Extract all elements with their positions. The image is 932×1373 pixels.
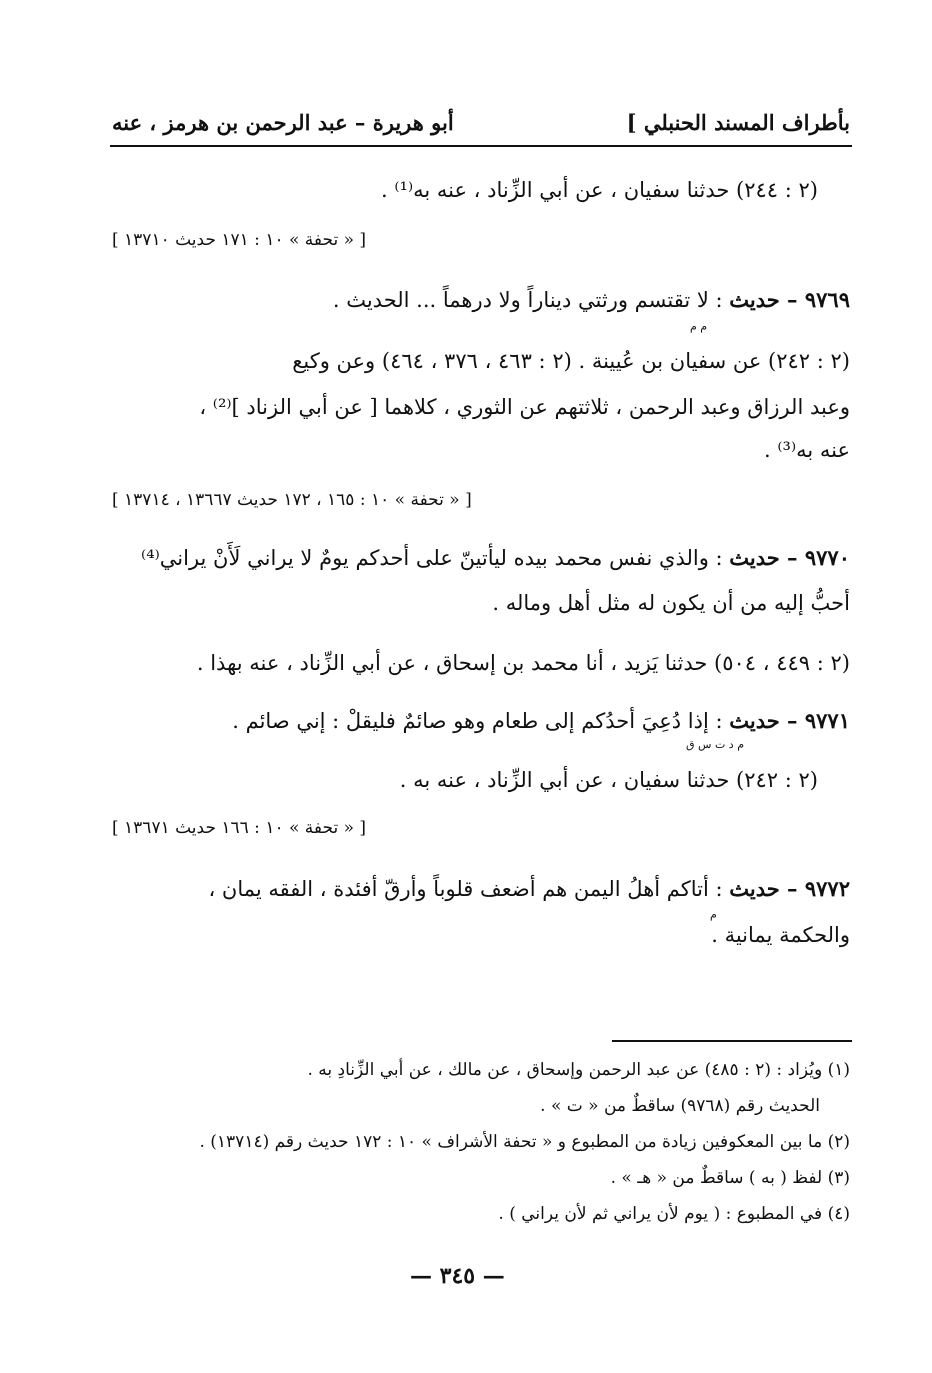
collection-signs: م د ت س ق [686, 738, 745, 751]
tuhfa-reference: [ « تحفة » ١٠ : ١٦٥ ، ١٧٢ حديث ١٣٦٦٧ ، ١٣٧١٤ ] [112, 490, 472, 510]
footnote-rule [612, 1040, 852, 1042]
running-header-left: أبو هريرة – عبد الرحمن بن هرمز ، عنه [112, 110, 454, 135]
footnote-2: (٢) ما بين المعكوفين زيادة من المطبوع و « تحفة الأشراف » ١٠ : ١٧٢ حديث رقم (١٣٧١٤) . [199, 1132, 850, 1152]
footnote-3: (٣) لفظ ( به ) ساقطٌ من « هـ » . [610, 1168, 850, 1188]
footnote-1-continued: الحديث رقم (٩٧٦٨) ساقطٌ من « ت » . [540, 1096, 820, 1116]
hadith-9770 [141, 547, 850, 569]
tuhfa-reference: [ « تحفة » ١٠ : ١٦٦ حديث ١٣٦٧١ ] [112, 818, 367, 838]
collection-signs: م [710, 908, 717, 921]
hadith-text: : إذا دُعِيَ أحدُكم إلى طعام وهو صائمٌ فليقلْ : إني صائم . [232, 709, 723, 733]
hadith-number: ٩٧٧٢ – حديث [729, 876, 850, 901]
chain-line: (٢ : ٢٤٢) حدثنا سفيان ، عن أبي الزِّناد ، عنه به . [399, 768, 818, 792]
hadith-number: ٩٧٧٠ – حديث [729, 545, 850, 570]
footnote-1: (١) ويُزاد : (٢ : ٤٨٥) عن عبد الرحمن وإسحاق ، عن مالك ، عن أبي الزِّنادِ به . [307, 1060, 850, 1080]
chain-line: وعبد الرزاق وعبد الرحمن ، ثلاثتهم عن الثوري ، كلاهما [ عن أبي الزناد ]⁽²⁾ ، [199, 395, 850, 419]
chain-line: (٢ : ٢٤٢) عن سفيان بن عُيينة . (٢ : ٤٦٣ ، ٣٧٦ ، ٤٦٤) وعن وكيع [292, 349, 850, 373]
hadith-number: ٩٧٦٩ – حديث [729, 287, 850, 312]
hadith-text-continued: والحكمة يمانية . [711, 923, 850, 947]
page-number: — ٣٤٥ — [410, 1263, 505, 1289]
running-header-right: بأطراف المسند الحنبلي ] [626, 110, 850, 135]
collection-signs: م م [690, 320, 708, 333]
tuhfa-reference: [ « تحفة » ١٠ : ١٧١ حديث ١٣٧١٠ ] [112, 230, 367, 250]
hadith-9771 [232, 710, 850, 732]
chain-line: (٢ : ٤٤٩ ، ٥٠٤) حدثنا يَزيد ، أنا محمد بن إسحاق ، عن أبي الزِّناد ، عنه بهذا . [196, 651, 850, 675]
hadith-text: : لا تقتسم ورثتي ديناراً ولا درهماً ... الحديث . [332, 288, 723, 312]
hadith-text: : أتاكم أهلُ اليمن هم أضعف قلوباً وأرقّ أفئدة ، الفقه يمان ، [208, 877, 723, 901]
hadith-text: : والذي نفس محمد بيده ليأتينّ على أحدكم يومٌ لا يراني لَأَنْ يراني⁽⁴⁾ [141, 546, 723, 570]
hadith-9769 [333, 289, 850, 311]
hadith-text-continued: أحبُّ إليه من أن يكون له مثل أهل وماله . [492, 591, 850, 615]
chain-line: عنه به⁽³⁾ . [764, 438, 850, 462]
hadith-9772 [208, 878, 850, 900]
hadith-number: ٩٧٧١ – حديث [729, 708, 850, 733]
header-rule [110, 145, 852, 147]
footnote-4: (٤) في المطبوع : ( يوم لأن يراني ثم لأن يراني ) . [498, 1204, 850, 1224]
chain-line: (٢ : ٢٤٤) حدثنا سفيان ، عن أبي الزِّناد ، عنه به⁽¹⁾ . [381, 178, 818, 202]
